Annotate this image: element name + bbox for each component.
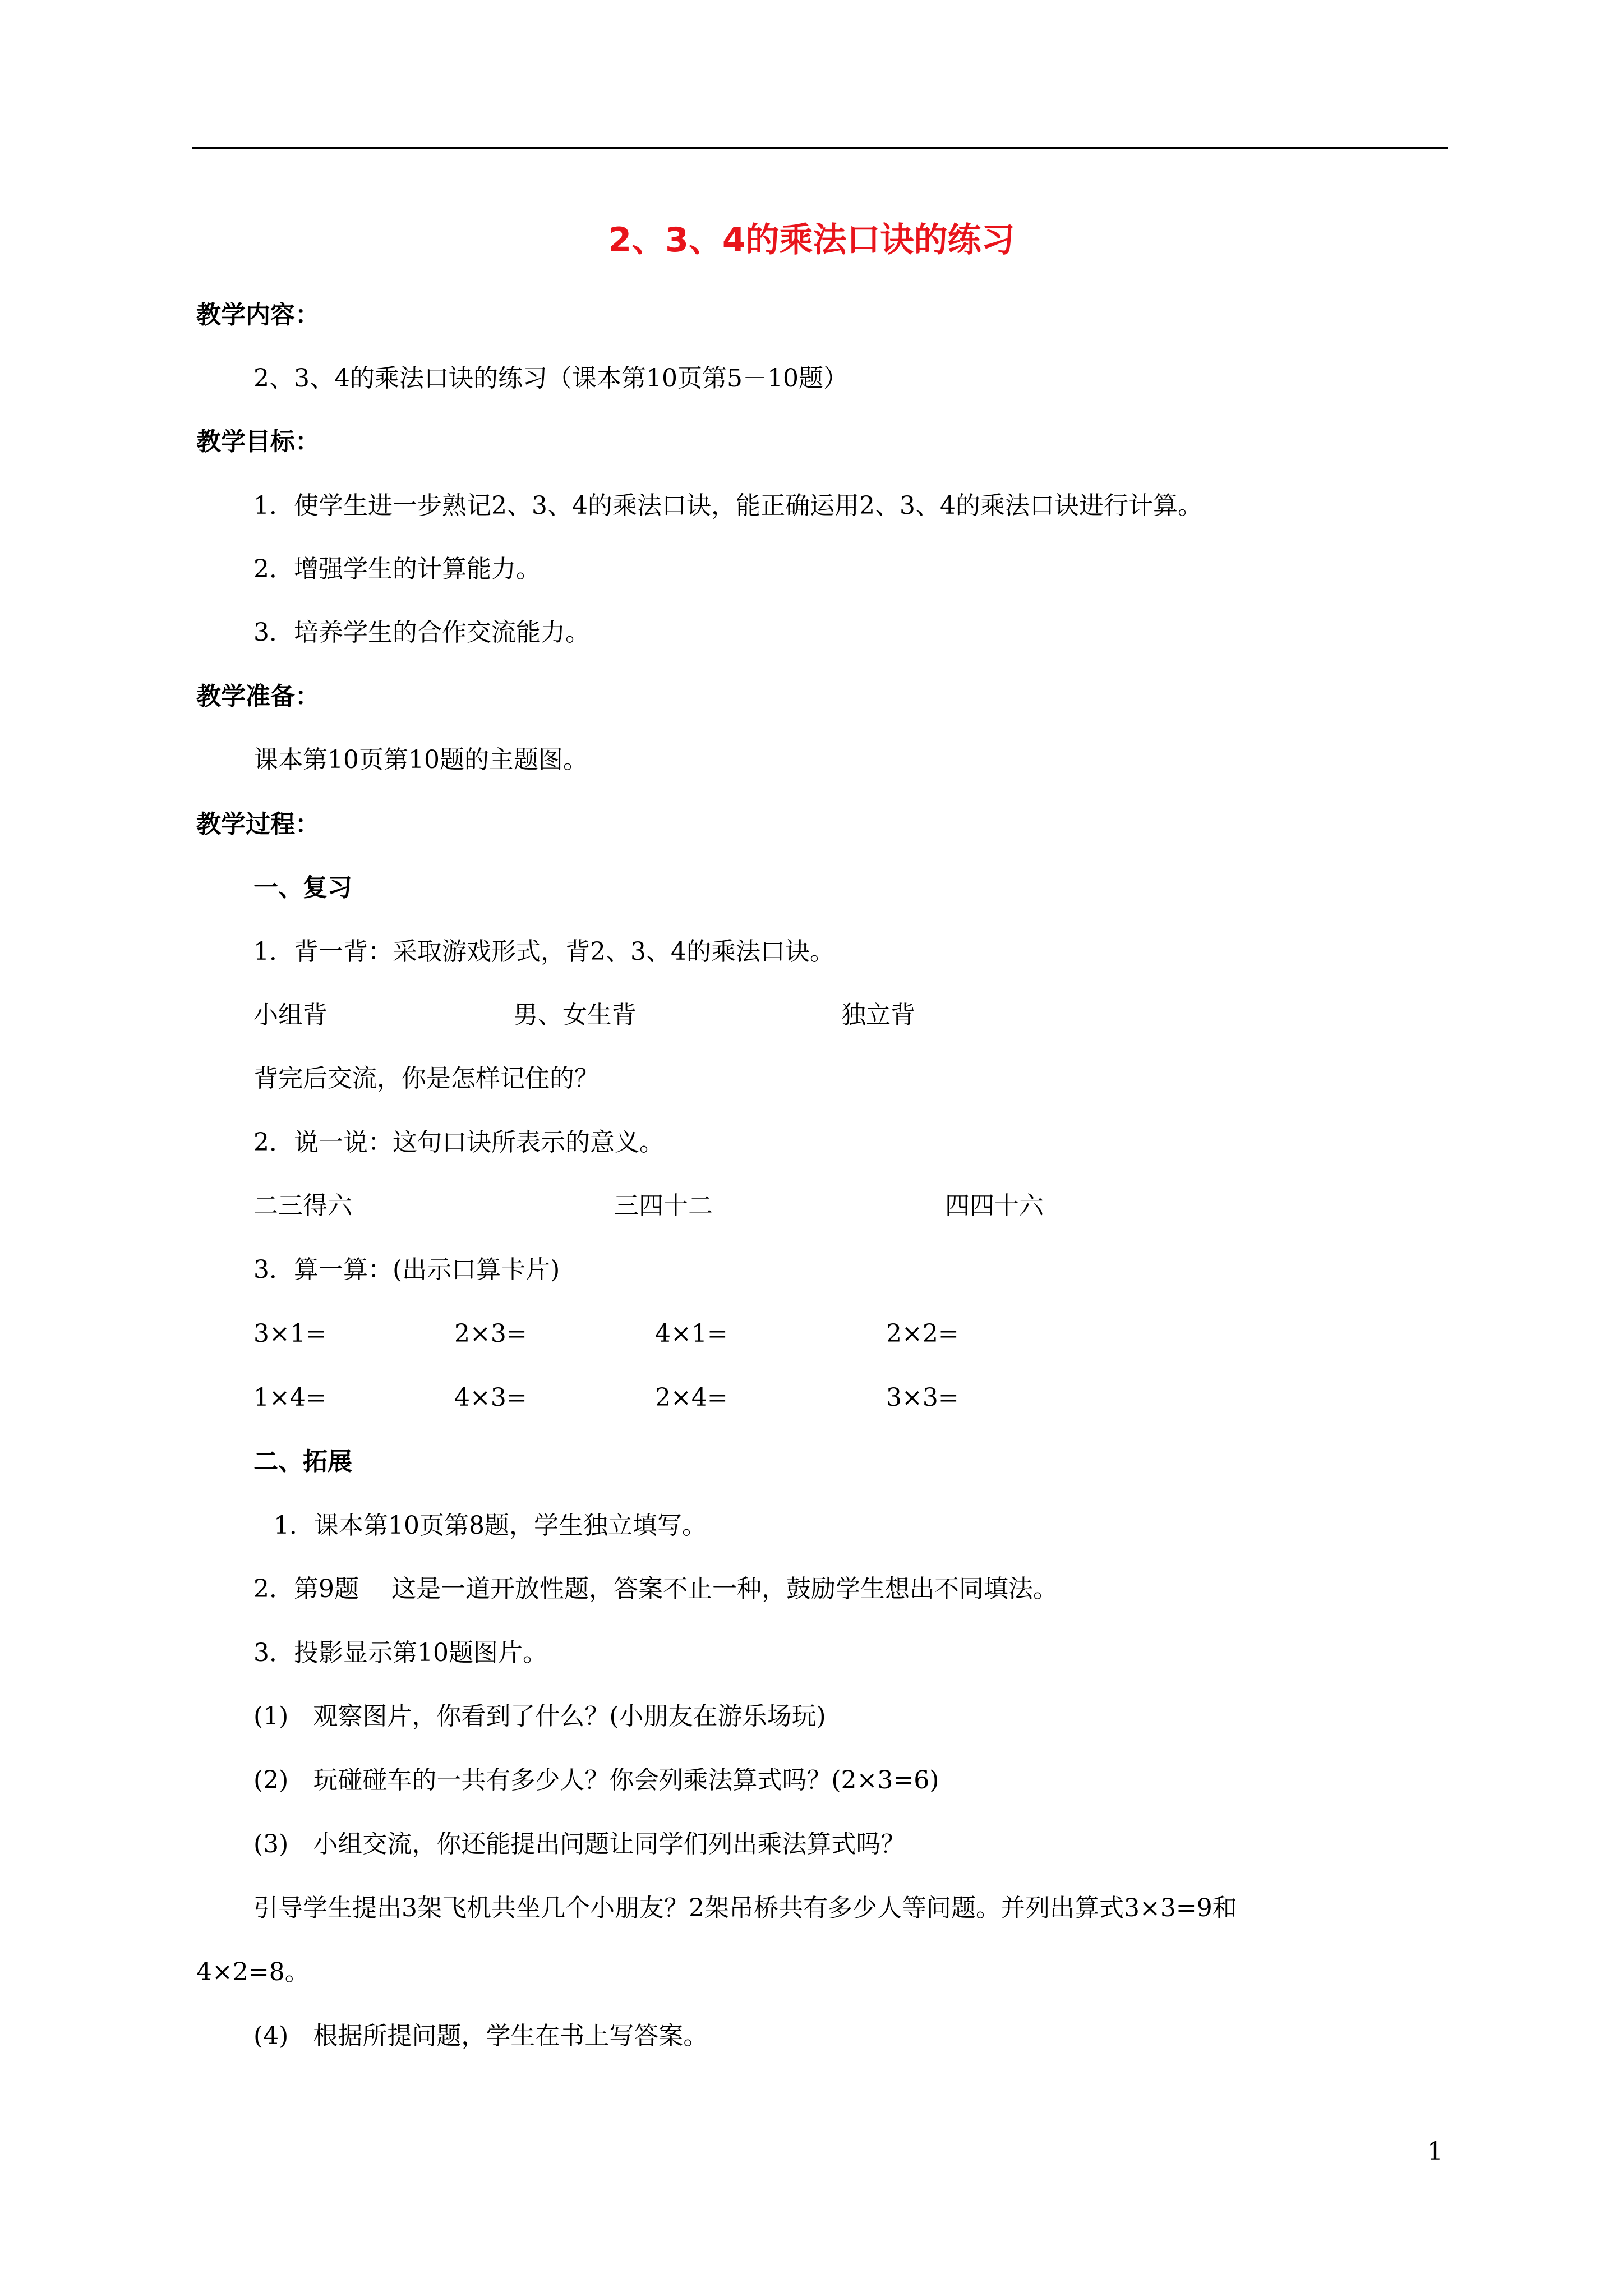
header-rule	[192, 147, 1448, 149]
extend-item-3: 3．投影显示第10题图片。	[253, 1639, 547, 1667]
calc-card: 4×3=	[454, 1383, 527, 1412]
calc-card: 1×4=	[253, 1383, 326, 1412]
extend-sub-4: (4) 根据所提问题，学生在书上写答案。	[253, 2022, 708, 2050]
goal-item: 2．增强学生的计算能力。	[253, 555, 541, 583]
prep-heading: 教学准备：	[196, 682, 320, 711]
calc-card: 2×2=	[886, 1319, 959, 1348]
calc-card: 4×1=	[655, 1319, 728, 1348]
content-text: 2、3、4的乘法口诀的练习（课本第10页第5－10题）	[253, 364, 848, 393]
method-gender: 男、女生背	[513, 1001, 637, 1029]
calc-card: 3×1=	[253, 1319, 326, 1348]
page-number: 1	[1427, 2137, 1443, 2166]
page-title: 2、3、4的乘法口诀的练习	[608, 220, 1015, 260]
review-item-3: 3．算一算：(出示口算卡片)	[253, 1255, 560, 1284]
extend-heading: 二、拓展	[253, 1447, 352, 1476]
review-item-1: 1．背一背：采取游戏形式，背2、3、4的乘法口诀。	[253, 937, 834, 966]
review-question: 背完后交流，你是怎样记住的？	[253, 1064, 599, 1093]
process-heading: 教学过程：	[196, 810, 320, 839]
extend-item-1: 1．课本第10页第8题，学生独立填写。	[274, 1511, 707, 1540]
goal-item: 3．培养学生的合作交流能力。	[253, 618, 590, 647]
extend-sub-3: (3) 小组交流，你还能提出问题让同学们列出乘法算式吗？	[253, 1830, 906, 1858]
extend-sub-2: (2) 玩碰碰车的一共有多少人？你会列乘法算式吗？(2×3=6)	[253, 1766, 939, 1795]
calc-card: 2×4=	[655, 1383, 728, 1412]
guide-text-cont: 4×2=8。	[196, 1958, 310, 1986]
extend-item-2: 2．第9题 这是一道开放性题，答案不止一种，鼓励学生想出不同填法。	[253, 1575, 1058, 1603]
phrase: 二三得六	[253, 1191, 352, 1220]
goal-item: 1．使学生进一步熟记2、3、4的乘法口诀，能正确运用2、3、4的乘法口诀进行计算。	[253, 491, 1202, 520]
prep-text: 课本第10页第10题的主题图。	[253, 746, 588, 774]
review-item-2: 2．说一说：这句口诀所表示的意义。	[253, 1128, 664, 1157]
phrase: 三四十二	[614, 1191, 713, 1220]
calc-card: 3×3=	[886, 1383, 959, 1412]
method-solo: 独立背	[841, 1001, 915, 1029]
review-heading: 一、复习	[253, 873, 352, 902]
calc-card: 2×3=	[454, 1319, 527, 1348]
content-heading: 教学内容：	[196, 301, 320, 329]
goals-heading: 教学目标：	[196, 427, 320, 456]
method-group: 小组背	[253, 1001, 328, 1029]
extend-sub-1: (1) 观察图片，你看到了什么？(小朋友在游乐场玩)	[253, 1702, 826, 1731]
phrase: 四四十六	[945, 1191, 1044, 1220]
guide-text: 引导学生提出3架飞机共坐几个小朋友？2架吊桥共有多少人等问题。并列出算式3×3=9和	[253, 1894, 1237, 1922]
